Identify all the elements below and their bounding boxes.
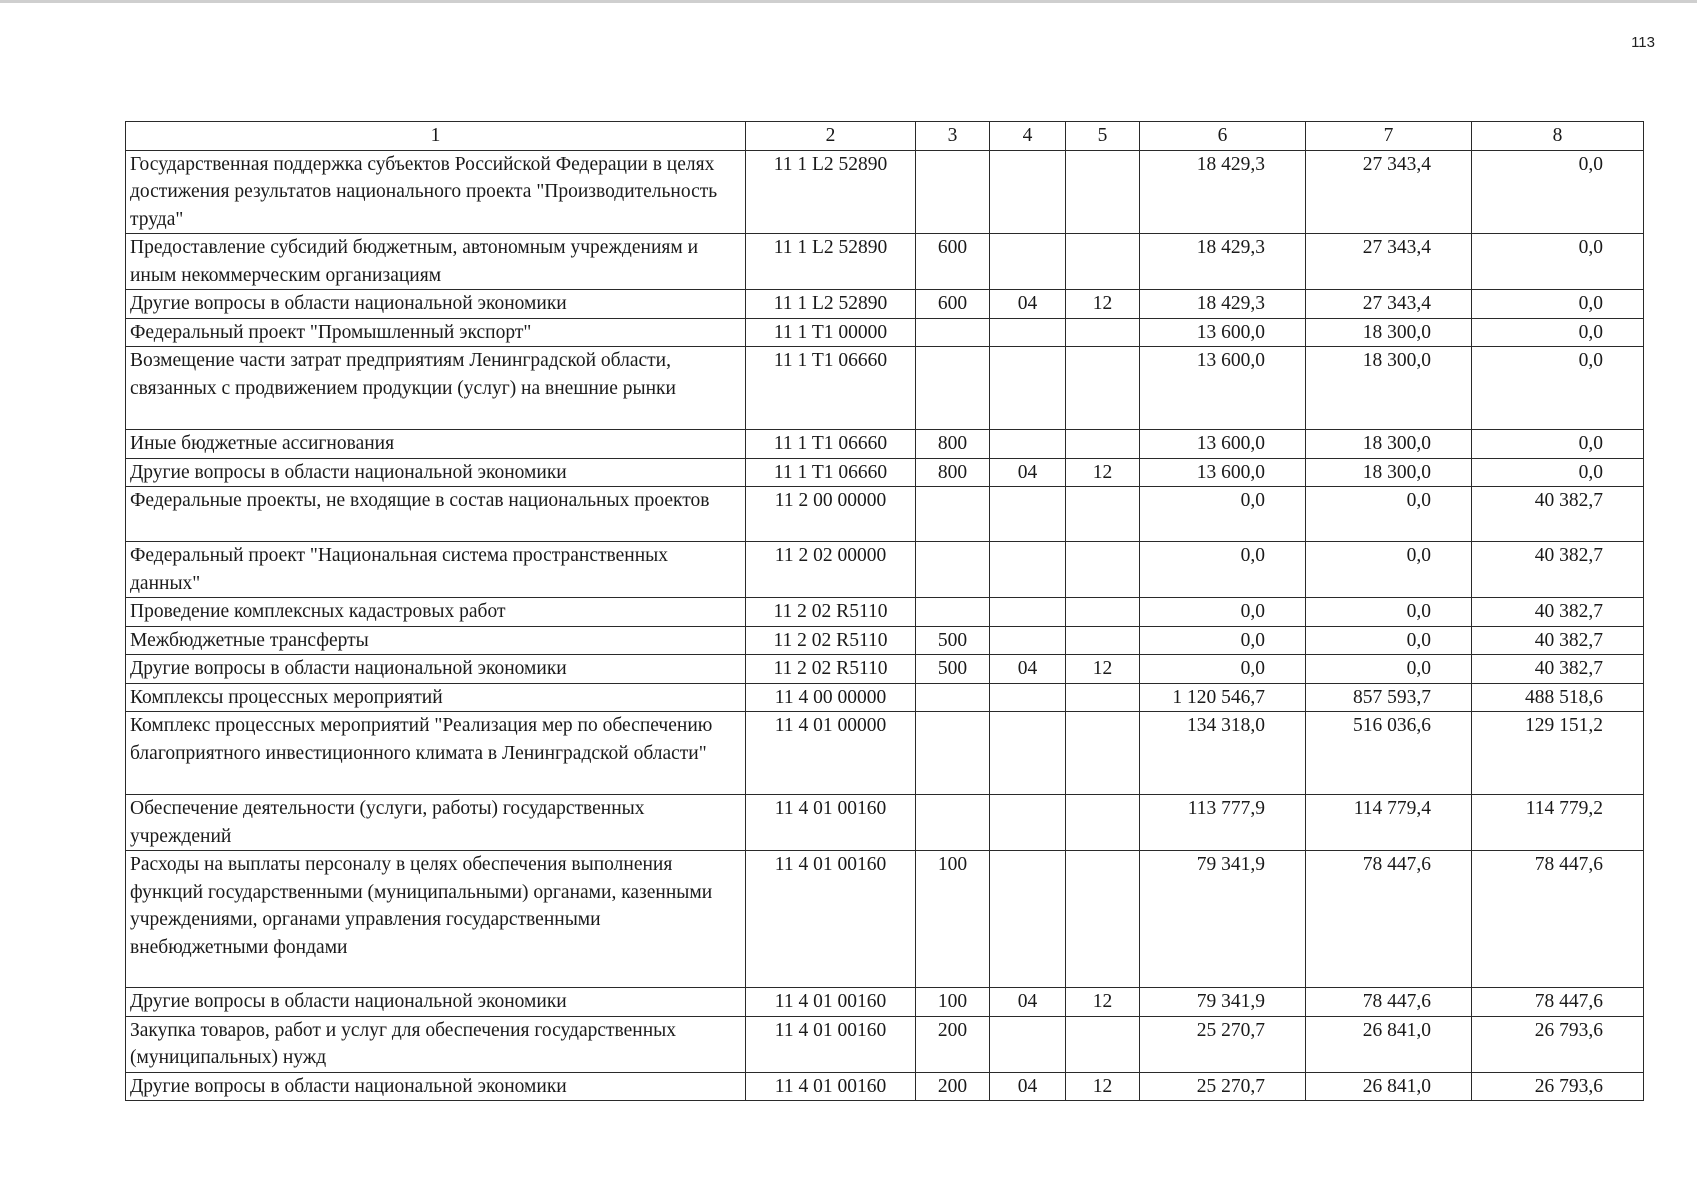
row-rz: [990, 150, 1066, 234]
page-top-edge: [0, 0, 1697, 3]
row-pr: [1066, 598, 1140, 627]
row-rz: [990, 712, 1066, 795]
table-row: [126, 626, 1644, 655]
header-cell: 5: [1066, 122, 1140, 151]
row-pr: [1066, 795, 1140, 851]
row-year3: 26 793,6: [1472, 1016, 1644, 1072]
row-pr: [1066, 150, 1140, 234]
table-row: [126, 430, 1644, 459]
row-vr: 100: [916, 988, 990, 1017]
row-pr: [1066, 234, 1140, 290]
row-name: Межбюджетные трансферты: [126, 626, 746, 655]
row-year2: 18 300,0: [1306, 318, 1472, 347]
row-code: 11 4 01 00160: [746, 795, 916, 851]
table-row: [126, 1016, 1644, 1072]
row-code: 11 4 00 00000: [746, 683, 916, 712]
row-pr: [1066, 318, 1140, 347]
row-year1: 1 120 546,7: [1140, 683, 1306, 712]
row-pr: [1066, 487, 1140, 542]
row-year2: 114 779,4: [1306, 795, 1472, 851]
row-code: 11 1 L2 52890: [746, 150, 916, 234]
row-year3: 0,0: [1472, 458, 1644, 487]
row-year3: 0,0: [1472, 290, 1644, 319]
table-row: [126, 150, 1644, 234]
row-code: 11 1 T1 06660: [746, 347, 916, 430]
row-name: Другие вопросы в области национальной экономики: [126, 988, 746, 1017]
row-vr: 200: [916, 1016, 990, 1072]
header-cell: 8: [1472, 122, 1644, 151]
row-year2: 27 343,4: [1306, 234, 1472, 290]
header-cell: 1: [126, 122, 746, 151]
row-code: 11 4 01 00160: [746, 1072, 916, 1101]
row-pr: [1066, 542, 1140, 598]
row-year3: 78 447,6: [1472, 988, 1644, 1017]
row-rz: 04: [990, 988, 1066, 1017]
row-pr: 12: [1066, 988, 1140, 1017]
row-code: 11 1 T1 00000: [746, 318, 916, 347]
row-year2: 0,0: [1306, 655, 1472, 684]
header-cell: 2: [746, 122, 916, 151]
row-pr: [1066, 626, 1140, 655]
row-vr: 200: [916, 1072, 990, 1101]
row-rz: [990, 347, 1066, 430]
row-year3: 488 518,6: [1472, 683, 1644, 712]
row-pr: [1066, 430, 1140, 459]
header-cell: 7: [1306, 122, 1472, 151]
row-year1: 25 270,7: [1140, 1016, 1306, 1072]
row-rz: [990, 542, 1066, 598]
row-year2: 27 343,4: [1306, 150, 1472, 234]
row-vr: [916, 347, 990, 430]
row-year2: 18 300,0: [1306, 430, 1472, 459]
row-year3: 40 382,7: [1472, 598, 1644, 627]
row-year2: 78 447,6: [1306, 988, 1472, 1017]
row-code: 11 1 L2 52890: [746, 234, 916, 290]
row-rz: [990, 1016, 1066, 1072]
row-name: Возмещение части затрат предприятиям Ленинградской области, связанных с продвижением продукции (услуг) на внешние рынки: [126, 347, 746, 430]
row-rz: [990, 234, 1066, 290]
row-year2: 26 841,0: [1306, 1072, 1472, 1101]
row-year3: 40 382,7: [1472, 626, 1644, 655]
row-name: Другие вопросы в области национальной экономики: [126, 290, 746, 319]
row-code: 11 1 L2 52890: [746, 290, 916, 319]
row-rz: [990, 683, 1066, 712]
row-code: 11 4 01 00160: [746, 988, 916, 1017]
row-name: Другие вопросы в области национальной экономики: [126, 655, 746, 684]
row-year2: 0,0: [1306, 626, 1472, 655]
row-vr: [916, 598, 990, 627]
row-year1: 25 270,7: [1140, 1072, 1306, 1101]
row-vr: 800: [916, 458, 990, 487]
row-code: 11 2 02 R5110: [746, 626, 916, 655]
row-year3: 0,0: [1472, 318, 1644, 347]
row-year3: 0,0: [1472, 347, 1644, 430]
row-name: Предоставление субсидий бюджетным, автономным учреждениям и иным некоммерческим организациям: [126, 234, 746, 290]
row-year1: 13 600,0: [1140, 318, 1306, 347]
table-row: [126, 458, 1644, 487]
row-year3: 40 382,7: [1472, 655, 1644, 684]
budget-table: [125, 121, 1644, 1101]
row-year1: 113 777,9: [1140, 795, 1306, 851]
table-row: [126, 487, 1644, 542]
row-rz: [990, 318, 1066, 347]
row-year1: 0,0: [1140, 487, 1306, 542]
row-vr: 800: [916, 430, 990, 459]
row-year1: 13 600,0: [1140, 347, 1306, 430]
row-year2: 18 300,0: [1306, 347, 1472, 430]
row-vr: [916, 318, 990, 347]
row-vr: [916, 150, 990, 234]
table-row: [126, 234, 1644, 290]
table-row: [126, 347, 1644, 430]
row-rz: [990, 626, 1066, 655]
row-year3: 40 382,7: [1472, 487, 1644, 542]
row-vr: 600: [916, 234, 990, 290]
row-name: Обеспечение деятельности (услуги, работы) государственных учреждений: [126, 795, 746, 851]
row-vr: 500: [916, 655, 990, 684]
row-code: 11 2 02 R5110: [746, 655, 916, 684]
table-row: [126, 712, 1644, 795]
row-vr: 500: [916, 626, 990, 655]
row-year2: 516 036,6: [1306, 712, 1472, 795]
row-name: Расходы на выплаты персоналу в целях обеспечения выполнения функций государственными (муниципальными) органами, казенными учреждениями, органами управления государственными внебюджетными фондами: [126, 851, 746, 988]
row-vr: [916, 683, 990, 712]
row-pr: 12: [1066, 290, 1140, 319]
table-row: [126, 851, 1644, 988]
row-year2: 27 343,4: [1306, 290, 1472, 319]
row-year3: 114 779,2: [1472, 795, 1644, 851]
row-year2: 0,0: [1306, 487, 1472, 542]
row-name: Комплексы процессных мероприятий: [126, 683, 746, 712]
row-pr: [1066, 851, 1140, 988]
row-code: 11 4 01 00160: [746, 1016, 916, 1072]
row-rz: 04: [990, 655, 1066, 684]
table-row: [126, 795, 1644, 851]
row-code: 11 1 T1 06660: [746, 430, 916, 459]
row-code: 11 4 01 00160: [746, 851, 916, 988]
row-year1: 0,0: [1140, 626, 1306, 655]
row-name: Другие вопросы в области национальной экономики: [126, 1072, 746, 1101]
row-year2: 0,0: [1306, 598, 1472, 627]
row-year1: 79 341,9: [1140, 851, 1306, 988]
row-code: 11 4 01 00000: [746, 712, 916, 795]
row-name: Федеральный проект "Промышленный экспорт": [126, 318, 746, 347]
table-row: [126, 290, 1644, 319]
row-year3: 0,0: [1472, 430, 1644, 459]
row-code: 11 2 02 R5110: [746, 598, 916, 627]
row-rz: [990, 851, 1066, 988]
row-year1: 0,0: [1140, 655, 1306, 684]
row-year1: 18 429,3: [1140, 150, 1306, 234]
table-row: [126, 598, 1644, 627]
row-name: Проведение комплексных кадастровых работ: [126, 598, 746, 627]
table-row: [126, 1072, 1644, 1101]
row-pr: 12: [1066, 655, 1140, 684]
row-year1: 13 600,0: [1140, 430, 1306, 459]
row-vr: 100: [916, 851, 990, 988]
row-year1: 18 429,3: [1140, 290, 1306, 319]
row-vr: [916, 542, 990, 598]
row-rz: [990, 795, 1066, 851]
row-pr: [1066, 347, 1140, 430]
row-pr: 12: [1066, 458, 1140, 487]
row-name: Государственная поддержка субъектов Российской Федерации в целях достижения результатов национального проекта "Производительность труда": [126, 150, 746, 234]
row-code: 11 1 T1 06660: [746, 458, 916, 487]
row-name: Федеральные проекты, не входящие в состав национальных проектов: [126, 487, 746, 542]
row-rz: [990, 430, 1066, 459]
row-code: 11 2 00 00000: [746, 487, 916, 542]
row-name: Иные бюджетные ассигнования: [126, 430, 746, 459]
row-rz: [990, 598, 1066, 627]
row-rz: 04: [990, 458, 1066, 487]
row-year1: 18 429,3: [1140, 234, 1306, 290]
table-row: [126, 655, 1644, 684]
row-year2: 26 841,0: [1306, 1016, 1472, 1072]
row-year1: 79 341,9: [1140, 988, 1306, 1017]
row-year2: 78 447,6: [1306, 851, 1472, 988]
row-year1: 0,0: [1140, 542, 1306, 598]
header-cell: 3: [916, 122, 990, 151]
row-code: 11 2 02 00000: [746, 542, 916, 598]
table-row: [126, 683, 1644, 712]
row-pr: [1066, 1016, 1140, 1072]
row-year1: 13 600,0: [1140, 458, 1306, 487]
row-pr: 12: [1066, 1072, 1140, 1101]
row-vr: [916, 712, 990, 795]
table-row: [126, 988, 1644, 1017]
row-year3: 40 382,7: [1472, 542, 1644, 598]
row-vr: [916, 487, 990, 542]
row-pr: [1066, 712, 1140, 795]
row-year3: 0,0: [1472, 150, 1644, 234]
row-name: Федеральный проект "Национальная система пространственных данных": [126, 542, 746, 598]
row-year3: 129 151,2: [1472, 712, 1644, 795]
row-name: Комплекс процессных мероприятий "Реализация мер по обеспечению благоприятного инвестиционного климата в Ленинградской области": [126, 712, 746, 795]
row-name: Закупка товаров, работ и услуг для обеспечения государственных (муниципальных) нужд: [126, 1016, 746, 1072]
row-year1: 0,0: [1140, 598, 1306, 627]
row-vr: [916, 795, 990, 851]
page-number: 113: [1631, 34, 1655, 51]
row-year1: 134 318,0: [1140, 712, 1306, 795]
row-rz: [990, 487, 1066, 542]
row-year2: 857 593,7: [1306, 683, 1472, 712]
row-year3: 0,0: [1472, 234, 1644, 290]
header-cell: 4: [990, 122, 1066, 151]
table-header-row: [126, 122, 1644, 151]
table-row: [126, 542, 1644, 598]
row-year3: 78 447,6: [1472, 851, 1644, 988]
row-name: Другие вопросы в области национальной экономики: [126, 458, 746, 487]
row-year3: 26 793,6: [1472, 1072, 1644, 1101]
header-cell: 6: [1140, 122, 1306, 151]
table-row: [126, 318, 1644, 347]
row-year2: 18 300,0: [1306, 458, 1472, 487]
row-year2: 0,0: [1306, 542, 1472, 598]
row-vr: 600: [916, 290, 990, 319]
row-pr: [1066, 683, 1140, 712]
row-rz: 04: [990, 1072, 1066, 1101]
row-rz: 04: [990, 290, 1066, 319]
